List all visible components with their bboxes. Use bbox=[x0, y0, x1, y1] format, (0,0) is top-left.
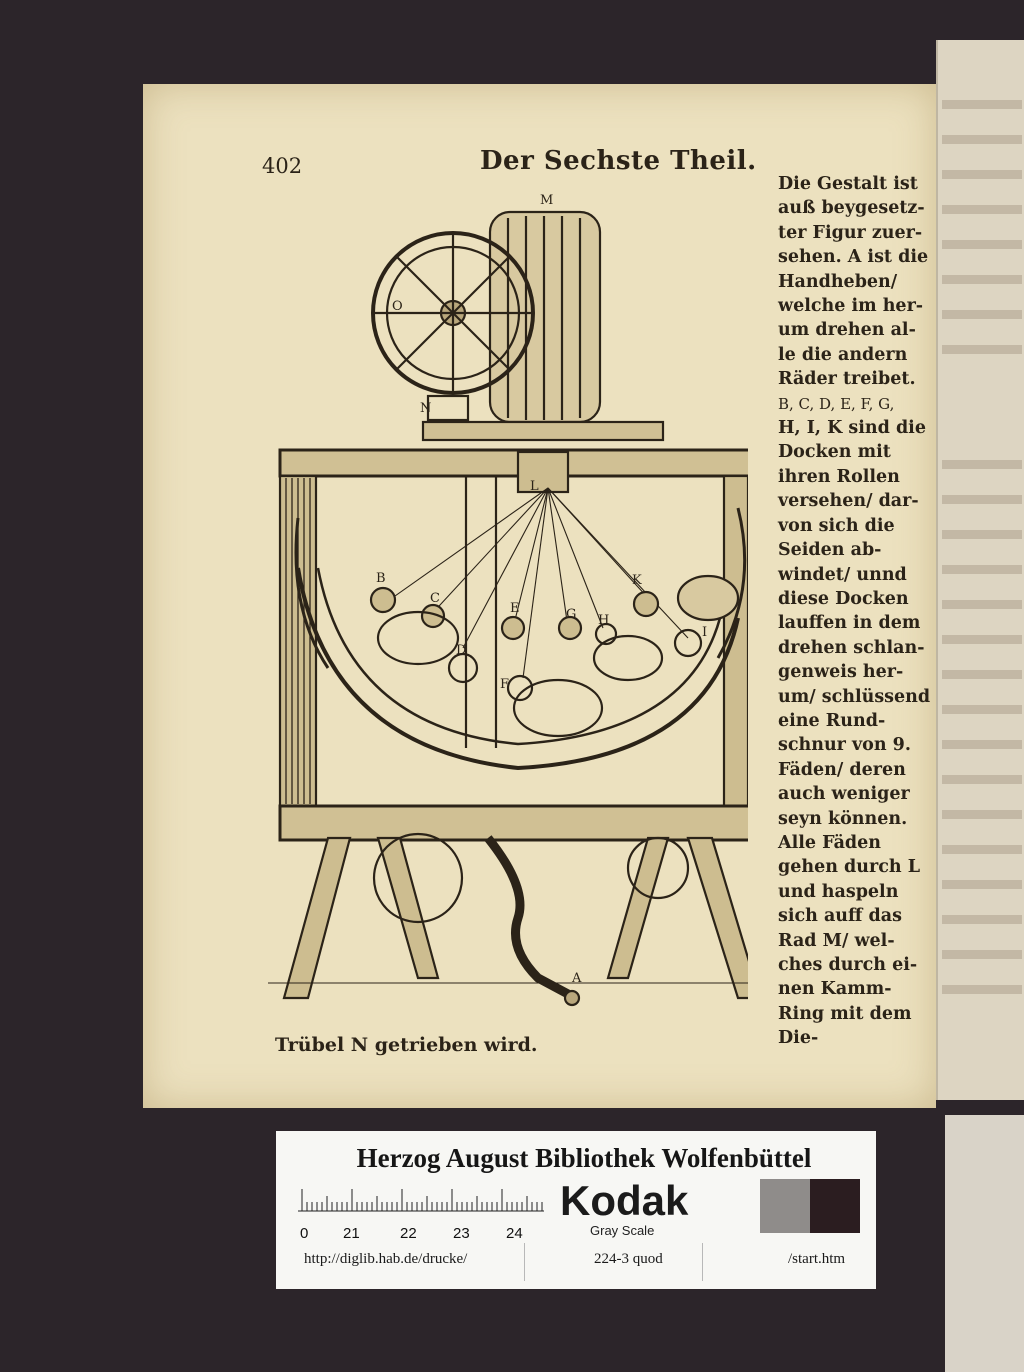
text-line: welche im her- bbox=[778, 296, 924, 317]
next-page-edge bbox=[936, 40, 1024, 1100]
ruler-number: 0 bbox=[300, 1225, 309, 1242]
text-line: Seiden ab- bbox=[778, 540, 882, 561]
text-line: auß beygesetz- bbox=[778, 198, 925, 219]
text-line: um drehen al- bbox=[778, 320, 916, 341]
figure-label-o: O bbox=[392, 299, 403, 314]
gray-scale-label: Gray Scale bbox=[590, 1223, 655, 1238]
figure-label-n: N bbox=[420, 401, 432, 416]
page-number: 402 bbox=[262, 154, 303, 178]
bottom-text-line: Trübel N getrieben wird. bbox=[275, 1034, 538, 1056]
text-line: Alle Fäden bbox=[778, 832, 882, 853]
figure-label-d: D bbox=[456, 643, 467, 658]
text-line: windet/ unnd bbox=[778, 564, 907, 585]
figure-label-l: L bbox=[530, 479, 539, 494]
text-line: um/ schlüssend bbox=[778, 686, 931, 707]
gray-patch-mid bbox=[760, 1179, 810, 1233]
text-line: ter Figur zuer- bbox=[778, 222, 923, 243]
text-line: Ring mit dem bbox=[778, 1003, 912, 1024]
text-line: drehen schlan- bbox=[778, 637, 925, 658]
separator bbox=[524, 1243, 525, 1281]
figure-label-g: G bbox=[566, 607, 577, 622]
text-line: Handheben/ bbox=[778, 271, 898, 292]
text-line: versehen/ dar- bbox=[778, 491, 919, 512]
text-line: auch weniger bbox=[778, 784, 910, 805]
ruler-number: 21 bbox=[343, 1225, 360, 1242]
running-head: Der Sechste Theil. bbox=[480, 146, 757, 176]
text-line: eine Rund- bbox=[778, 710, 886, 731]
text-line: sich auff das bbox=[778, 906, 902, 927]
text-line: diese Docken bbox=[778, 588, 909, 609]
text-line: H, I, K sind die bbox=[778, 418, 926, 439]
text-line: ihren Rollen bbox=[778, 466, 900, 487]
url-left: http://diglib.hab.de/drucke/ bbox=[304, 1251, 468, 1267]
text-line: von sich die bbox=[778, 515, 895, 536]
figure-label-b: B bbox=[376, 571, 386, 586]
ruler-number: 24 bbox=[506, 1225, 523, 1242]
woodcut-silk-machine-illustration bbox=[268, 188, 748, 1016]
text-line: ches durch ei- bbox=[778, 955, 918, 975]
text-line: Die Gestalt ist bbox=[778, 174, 918, 194]
gray-patch-dark bbox=[810, 1179, 860, 1233]
text-line: schnur von 9. bbox=[778, 735, 911, 756]
text-line: le die andern bbox=[778, 344, 908, 365]
ruler-number: 22 bbox=[400, 1225, 417, 1242]
text-line: Rad M/ wel- bbox=[778, 930, 895, 951]
text-line: Fäden/ deren bbox=[778, 759, 906, 780]
figure-label-c: C bbox=[430, 591, 440, 606]
figure-label-e: E bbox=[510, 601, 520, 616]
text-line: B, C, D, E, F, G, bbox=[778, 394, 895, 413]
text-line: Räder treibet. bbox=[778, 369, 916, 390]
figure-label-f: F bbox=[500, 677, 510, 692]
figure-label-h: H bbox=[598, 613, 610, 628]
figure-label-m: M bbox=[540, 193, 554, 208]
color-target-card bbox=[276, 1131, 876, 1289]
text-line: genweis her- bbox=[778, 662, 904, 683]
text-line: seyn können. bbox=[778, 808, 908, 829]
next-color-target-edge bbox=[945, 1115, 1024, 1372]
text-line: nen Kamm- bbox=[778, 979, 892, 1000]
catalog-number: 224-3 quod bbox=[594, 1251, 663, 1267]
text-line: lauffen in dem bbox=[778, 613, 921, 634]
ruler-number: 23 bbox=[453, 1225, 470, 1242]
separator bbox=[702, 1243, 703, 1281]
url-right: /start.htm bbox=[788, 1251, 846, 1267]
figure-label-a: A bbox=[572, 971, 582, 986]
figure-label-k: K bbox=[632, 573, 642, 588]
text-line: Docken mit bbox=[778, 442, 891, 463]
measurement-ruler bbox=[298, 1181, 544, 1223]
library-name: Herzog August Bibliothek Wolfenbüttel bbox=[356, 1143, 812, 1173]
text-line: Die- bbox=[778, 1028, 819, 1049]
text-line: und haspeln bbox=[778, 881, 899, 902]
text-line: sehen. A ist die bbox=[778, 247, 929, 268]
text-line: gehen durch L bbox=[778, 857, 920, 878]
kodak-logo: Kodak bbox=[560, 1177, 689, 1224]
figure-label-i: I bbox=[702, 625, 708, 640]
side-column-text bbox=[778, 172, 931, 1051]
